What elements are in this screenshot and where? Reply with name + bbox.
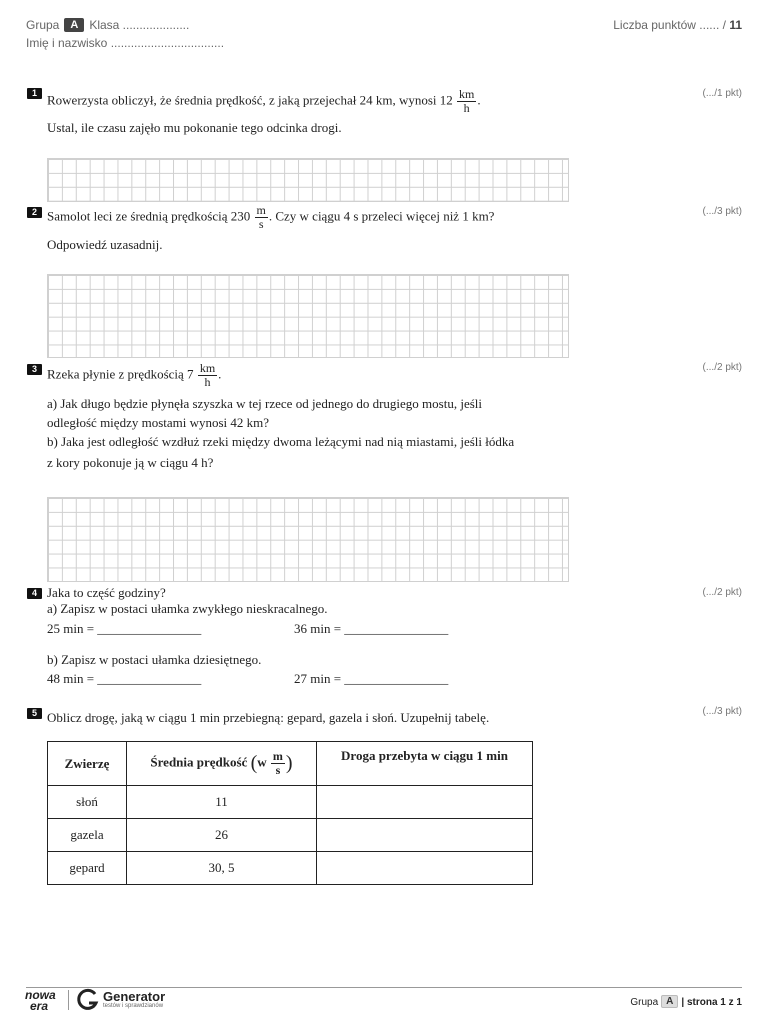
footer-group-badge: A (661, 995, 678, 1008)
question-3-b-line1: b) Jaka jest odległość wzdłuż rzeki między dwoma leżącymi nad nią miastami, jeśli łódka (47, 434, 515, 449)
q1-frac-den: h (463, 101, 470, 115)
paren-open: ( (250, 752, 258, 774)
question-1-text (47, 88, 481, 115)
col-header-speed (127, 742, 317, 786)
question-points-2: (.../3 pkt) (702, 206, 742, 217)
answer-grid-1[interactable] (47, 158, 569, 202)
question-points-4: (.../2 pkt) (702, 587, 742, 598)
speed-cell: 26 (127, 819, 317, 852)
class-label: Klasa .................... (89, 18, 190, 32)
table-row (48, 852, 533, 885)
question-number-4: 4 (27, 588, 42, 599)
distance-answer-cell[interactable] (317, 819, 533, 852)
question-2-text (47, 204, 494, 231)
col-header-animal: Zwierzę (48, 742, 127, 786)
question-number-1: 1 (27, 88, 42, 99)
points-label: Liczba punktów ...... / (613, 18, 726, 32)
generator-subtitle: testów i sprawdzianów (103, 1003, 164, 1009)
question-4-b-title: b) Zapisz w postaci ułamka dziesiętnego. (47, 652, 262, 667)
question-4-b-left[interactable]: 48 min = ________________ (47, 671, 202, 686)
points-total: 11 (729, 18, 742, 32)
col-header-distance: Droga przebyta w ciągu 1 min (317, 742, 533, 786)
question-points-1: (.../1 pkt) (702, 88, 742, 99)
distance-answer-cell[interactable] (317, 852, 533, 885)
paren-close: ) (285, 752, 293, 774)
table-row (48, 819, 533, 852)
q2-text-after: . Czy w ciągu 4 s przeleci więcej niż 1 km? (268, 208, 495, 224)
q3-frac-den: h (204, 375, 211, 389)
q3-text-after: . (218, 366, 222, 382)
footer-page-info (630, 995, 742, 1008)
name-label: Imię i nazwisko .................................. (26, 36, 225, 50)
question-number-3: 3 (27, 364, 42, 375)
speed-header-label: Średnia prędkość (150, 754, 248, 770)
q3-fraction (198, 362, 217, 389)
header-group-class (26, 18, 189, 32)
q1-text-before: Rowerzysta obliczył, że średnia prędkość, z jaką przejechał 24 km, wynosi 12 (47, 92, 453, 108)
question-4-b-right[interactable]: 27 min = ________________ (294, 671, 449, 686)
distance-answer-cell[interactable] (317, 786, 533, 819)
speed-frac-den: s (275, 763, 281, 777)
nowa-era-logo (25, 990, 61, 1012)
q2-frac-num: m (256, 203, 266, 217)
q1-frac-num: km (459, 87, 475, 101)
question-1-line2: Ustal, ile czasu zajęło mu pokonanie tego odcinka drogi. (47, 120, 342, 135)
logo-separator (68, 990, 69, 1010)
question-points-5: (.../3 pkt) (702, 706, 742, 717)
q2-frac-den: s (258, 217, 264, 231)
speed-frac-num: m (272, 749, 283, 763)
logo-era: era (30, 999, 49, 1013)
q3-frac-num: km (199, 361, 216, 375)
animal-speed-table (47, 741, 533, 885)
q1-text-after: . (477, 92, 481, 108)
footer-divider (26, 987, 742, 988)
group-badge: A (64, 18, 84, 32)
animal-cell: gepard (48, 852, 127, 885)
question-4-a-right[interactable]: 36 min = ________________ (294, 621, 449, 636)
question-3-b-line2: z kory pokonuje ją w ciągu 4 h? (47, 455, 214, 470)
speed-header-unit-prefix: w (257, 754, 267, 770)
question-3-a-line1: a) Jak długo będzie płynęła szyszka w tej rzece od jednego do drugiego mostu, jeśli (47, 396, 483, 411)
speed-cell: 11 (127, 786, 317, 819)
question-2-line2: Odpowiedź uzasadnij. (47, 237, 163, 252)
q3-text-before: Rzeka płynie z prędkością 7 (47, 366, 194, 382)
q1-fraction (457, 88, 476, 115)
question-number-2: 2 (27, 207, 42, 218)
group-label: Grupa (26, 18, 60, 32)
generator-g-icon (76, 988, 100, 1012)
speed-header-fraction (271, 750, 285, 777)
question-number-5: 5 (27, 708, 42, 719)
speed-cell: 30, 5 (127, 852, 317, 885)
question-5-text: Oblicz drogę, jaką w ciągu 1 min przebiegną: gepard, gazela i słoń. Uzupełnij tabelę. (47, 710, 490, 725)
footer-group-label: Grupa (630, 997, 659, 1008)
animal-cell: słoń (48, 786, 127, 819)
question-points-3: (.../2 pkt) (702, 362, 742, 373)
question-4-a-title: a) Zapisz w postaci ułamka zwykłego nieskracalnego. (47, 601, 328, 616)
generator-title: Generator (103, 989, 166, 1004)
table-row (48, 786, 533, 819)
question-3-a-line2: odległość między mostami wynosi 42 km? (47, 415, 270, 430)
question-4-a-left[interactable]: 25 min = ________________ (47, 621, 202, 636)
points-summary (613, 18, 742, 32)
answer-grid-3[interactable] (47, 497, 569, 582)
q2-fraction (255, 204, 268, 231)
question-4-title: Jaka to część godziny? (47, 585, 166, 600)
table-header-row (48, 742, 533, 786)
footer-page-number: | strona 1 z 1 (681, 997, 742, 1008)
logo-nowa: nowa (25, 988, 56, 1002)
q2-text-before: Samolot leci ze średnią prędkością 230 (47, 208, 251, 224)
question-3-text (47, 362, 221, 389)
animal-cell: gazela (48, 819, 127, 852)
answer-grid-2[interactable] (47, 274, 569, 358)
